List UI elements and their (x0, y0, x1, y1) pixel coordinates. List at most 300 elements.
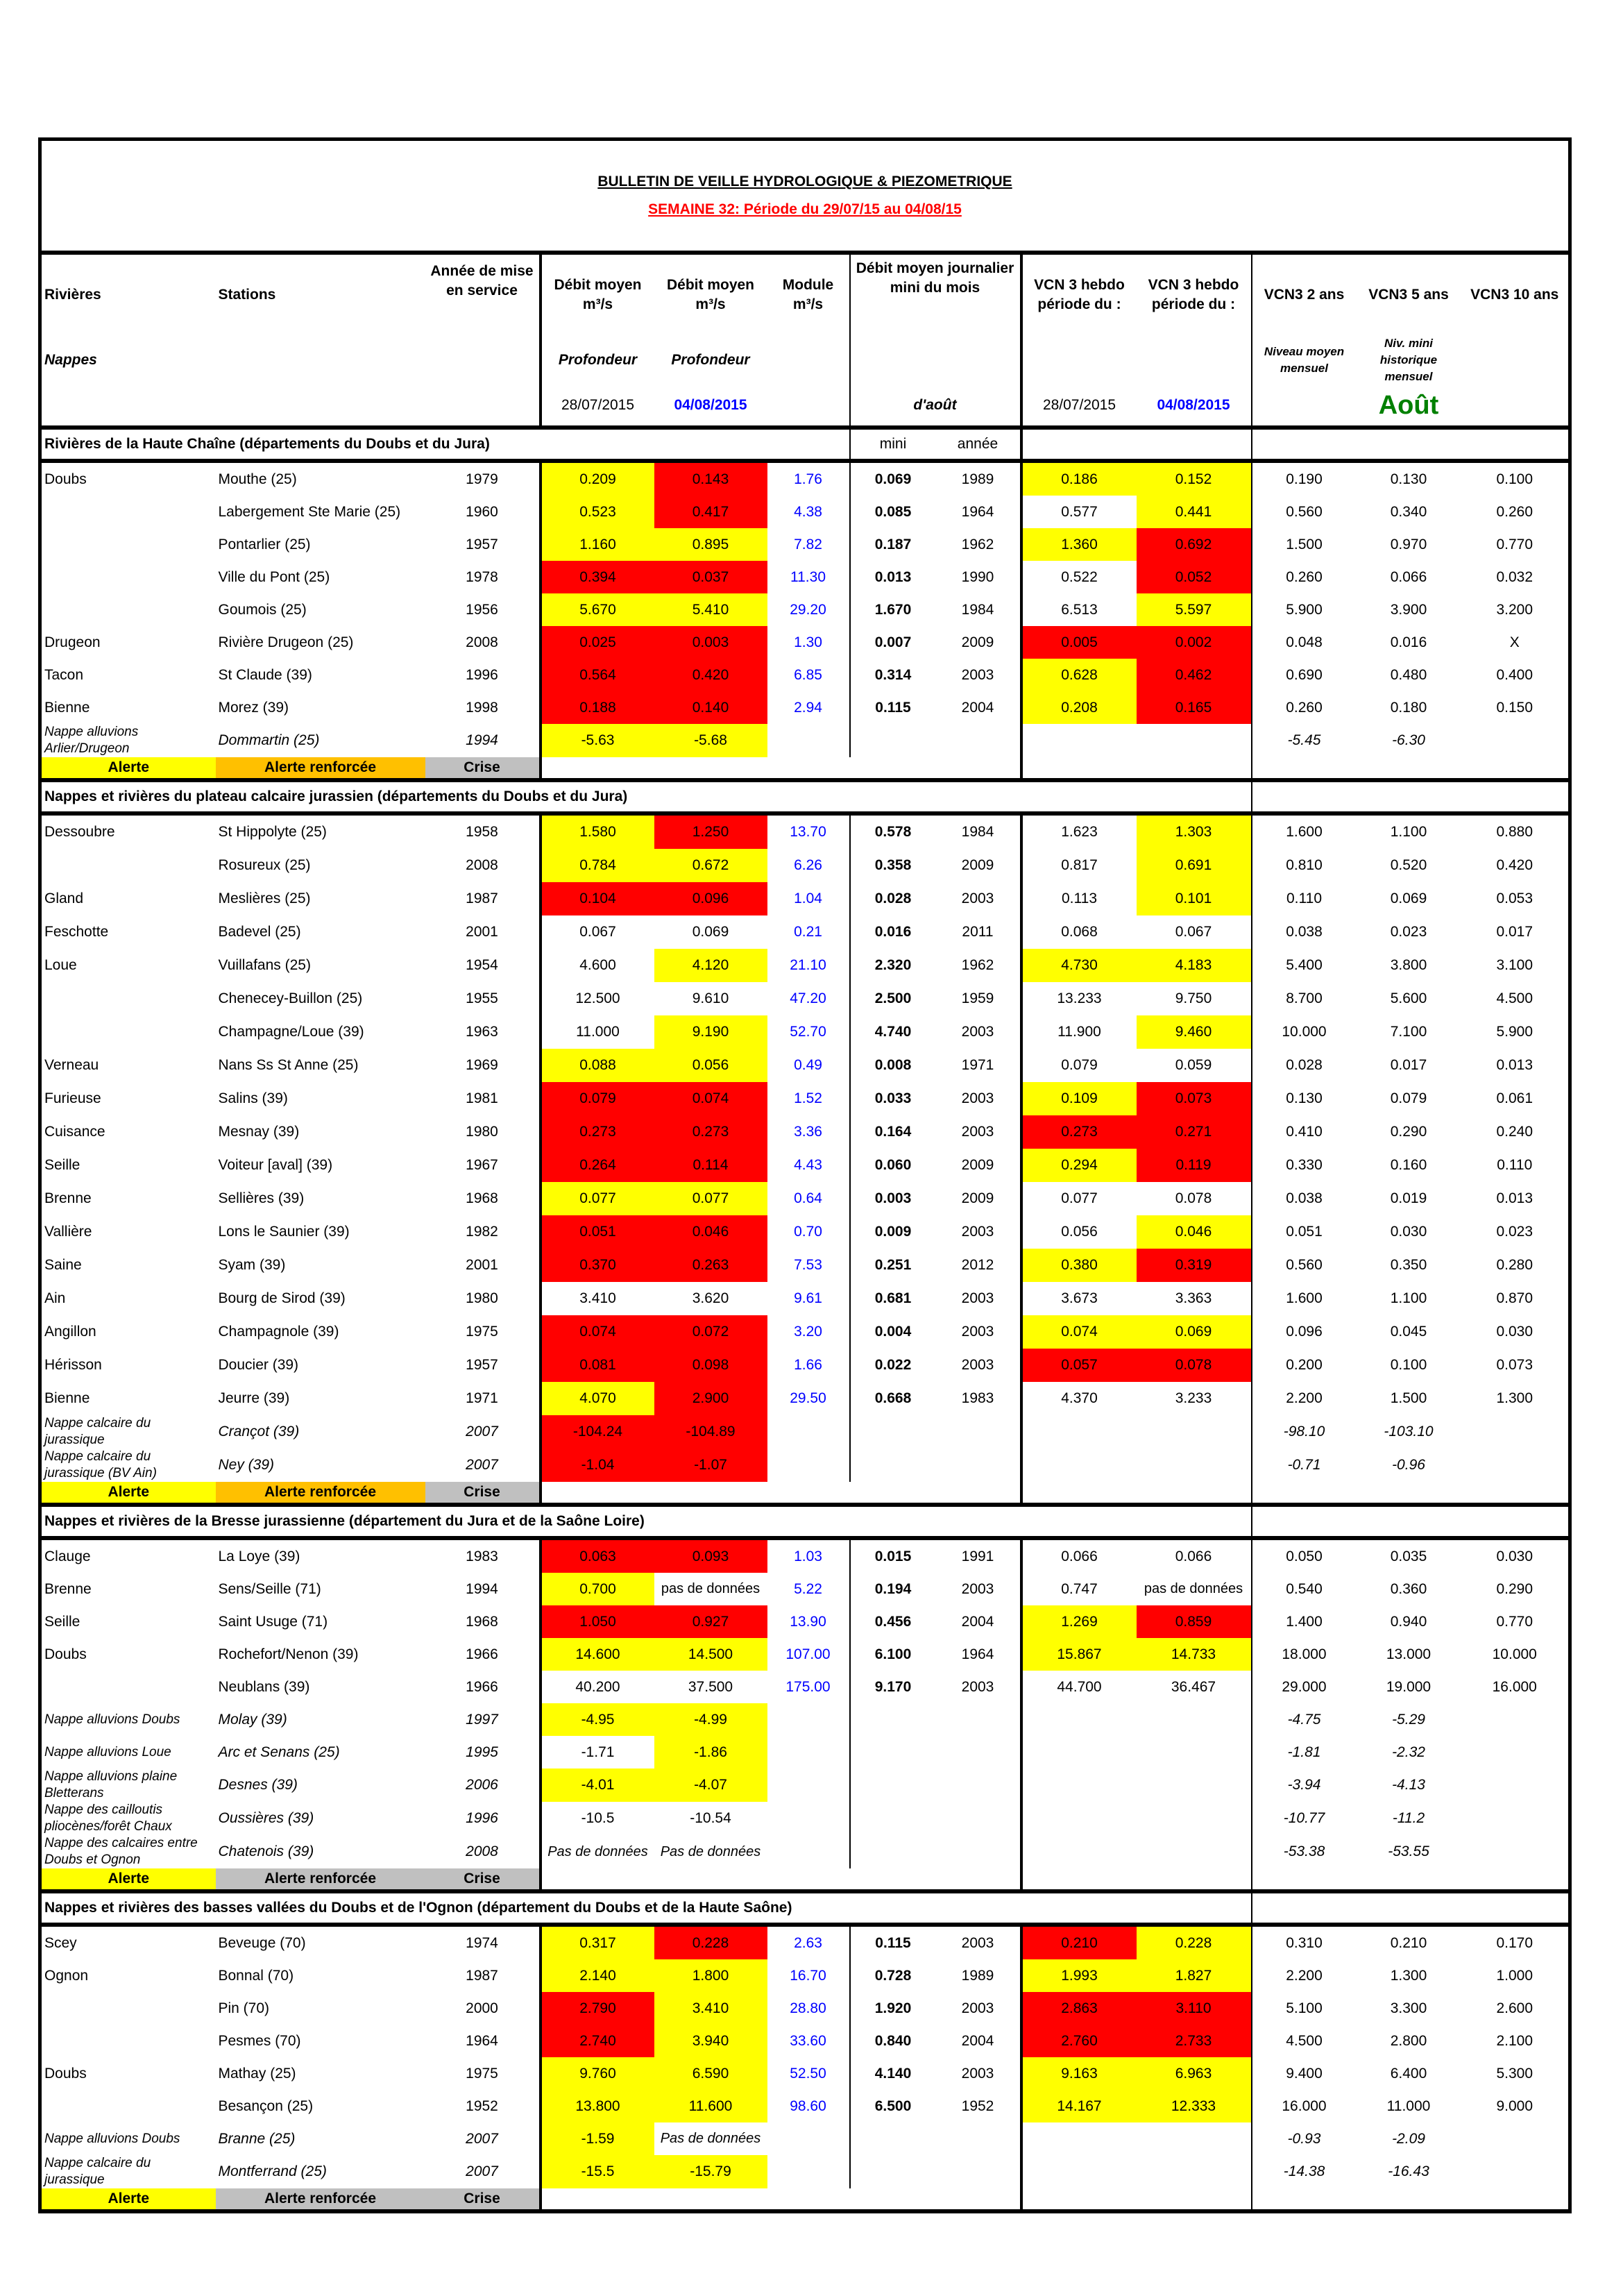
station-name: Besançon (25) (218, 2097, 314, 2114)
station-name: Desnes (39) (218, 1777, 298, 1793)
module-value: 0.49 (794, 1057, 822, 1073)
header-row-labels (40, 253, 1570, 335)
service-year: 2007 (466, 2130, 498, 2147)
debit-04-08: -104.89 (654, 1415, 767, 1449)
debit-04-08: 5.410 (654, 593, 767, 626)
empty-cell (1021, 1482, 1252, 1505)
debit-28-07: -5.63 (541, 724, 654, 757)
vcn3-2ans: 0.096 (1252, 1315, 1357, 1349)
river-name (40, 561, 216, 593)
debit-mini-year: 1962 (961, 536, 994, 552)
service-year: 1960 (466, 503, 498, 520)
module-value: 16.70 (790, 1967, 826, 1984)
vcn-04-08: 0.165 (1137, 691, 1252, 724)
module-value: 1.52 (794, 1090, 822, 1106)
debit-mini-year (936, 2155, 1021, 2188)
service-year: 1968 (466, 1190, 498, 1206)
debit-mini-year: 2009 (961, 1190, 994, 1206)
module-value: 0.70 (794, 1224, 822, 1240)
service-year: 1952 (466, 2097, 498, 2114)
vcn-28-07: 0.210 (1021, 1925, 1137, 1959)
vcn-28-07: 0.057 (1021, 1349, 1137, 1382)
debit-mini-year (936, 1703, 1021, 1736)
river-name: Nappe calcaire du jurassique (44, 2156, 151, 2187)
vcn-04-08: 0.228 (1137, 1925, 1252, 1959)
legend-alerte: Alerte (40, 1482, 216, 1505)
river-row (40, 1605, 1570, 1638)
debit-28-07: 0.273 (541, 1115, 654, 1149)
river-name: Nappe alluvions plaine Bletterans (44, 1769, 178, 1800)
river-row (40, 1538, 1570, 1573)
debit-28-07: 0.074 (541, 1315, 654, 1349)
station-name: Beveuge (70) (218, 1934, 306, 1951)
vcn3-2ans: -10.77 (1252, 1802, 1357, 1835)
vcn-28-07 (1021, 1415, 1137, 1449)
vcn-28-07: 1.269 (1021, 1605, 1137, 1638)
header-row-nappes (40, 335, 1570, 385)
debit-mini-value: 0.314 (850, 659, 936, 691)
debit-mini-year: 1989 (961, 1967, 994, 1984)
vcn-28-07 (1021, 1769, 1137, 1802)
vcn3-2ans: 0.200 (1252, 1349, 1357, 1382)
debit-mini-value: 0.668 (850, 1382, 936, 1415)
vcn-28-07: 3.673 (1021, 1282, 1137, 1315)
module-value: 1.76 (794, 471, 822, 487)
debit-mini-value: 0.085 (850, 496, 936, 528)
station-name: St Hippolyte (25) (218, 824, 327, 840)
vcn-04-08 (1137, 2122, 1252, 2155)
vcn3-10ans: 0.400 (1496, 666, 1533, 683)
river-row (40, 659, 1570, 691)
header-rivieres: Rivières (44, 287, 101, 303)
vcn-28-07 (1021, 1703, 1137, 1736)
module-value: 6.26 (794, 857, 822, 873)
debit-mini-value: 0.840 (850, 2025, 936, 2057)
debit-04-08: -10.54 (690, 1810, 731, 1826)
river-row (40, 915, 1570, 949)
debit-28-07: 4.600 (541, 949, 654, 982)
empty-cell (1252, 1868, 1570, 1891)
debit-mini-year: 1983 (961, 1390, 994, 1406)
section-title-row (40, 428, 1570, 461)
vcn3-5ans: 0.016 (1390, 634, 1427, 650)
vcn-28-07: 6.513 (1021, 593, 1137, 626)
service-year: 2008 (466, 1843, 498, 1859)
debit-mini-year (936, 1736, 1021, 1769)
vcn3-5ans: 1.300 (1390, 1967, 1427, 1984)
vcn-04-08 (1137, 1736, 1252, 1769)
service-year: 1987 (466, 1967, 498, 1984)
empty-cell (1252, 780, 1570, 813)
debit-04-08: 0.098 (654, 1349, 767, 1382)
module-value: 21.10 (790, 957, 826, 973)
vcn3-5ans: 0.350 (1390, 1257, 1427, 1273)
vcn-04-08: 2.733 (1137, 2025, 1252, 2057)
service-year: 1997 (466, 1711, 498, 1728)
service-year: 2007 (466, 2163, 498, 2179)
vcn-28-07: 0.066 (1021, 1538, 1137, 1573)
empty-cell (1252, 1505, 1570, 1538)
station-name: Badevel (25) (218, 924, 301, 940)
vcn3-5ans: 3.300 (1390, 2000, 1427, 2016)
river-name: Seille (44, 1157, 80, 1173)
service-year: 1967 (466, 1157, 498, 1173)
header-profondeur-1: Profondeur (541, 335, 654, 385)
debit-mini-value (850, 1769, 936, 1802)
vcn-04-08: 3.363 (1175, 1290, 1212, 1306)
debit-28-07: -15.5 (541, 2155, 654, 2188)
vcn3-2ans: -3.94 (1252, 1769, 1357, 1802)
vcn3-2ans: 5.100 (1252, 1992, 1357, 2025)
debit-mini-year: 2003 (961, 890, 994, 906)
debit-mini-value: 0.022 (850, 1349, 936, 1382)
header-mois: d'août (850, 385, 1021, 428)
vcn-04-08: 9.460 (1137, 1015, 1252, 1049)
vcn3-10ans (1461, 1802, 1570, 1835)
vcn3-10ans: 3.100 (1496, 957, 1533, 973)
river-row (40, 982, 1570, 1015)
module-value: 1.30 (794, 634, 822, 650)
section-title-row (40, 1891, 1570, 1925)
vcn-04-08: 3.233 (1175, 1390, 1212, 1406)
station-name: Crançot (39) (218, 1424, 300, 1440)
vcn3-10ans (1461, 1835, 1570, 1868)
vcn-28-07: 0.074 (1021, 1315, 1137, 1349)
vcn3-2ans: 1.600 (1252, 1282, 1357, 1315)
debit-mini-year: 1990 (961, 568, 994, 585)
module-value (767, 1769, 850, 1802)
module-value: 7.53 (794, 1257, 822, 1273)
debit-28-07: 0.063 (541, 1538, 654, 1573)
vcn3-2ans: 16.000 (1252, 2090, 1357, 2122)
vcn3-5ans: 0.045 (1390, 1324, 1427, 1340)
vcn-04-08: 0.069 (1137, 1315, 1252, 1349)
header-debit-2: Débit moyen m³/s (666, 277, 755, 312)
service-year: 2001 (466, 1257, 498, 1273)
debit-28-07: 11.000 (541, 1015, 654, 1049)
river-name: Nappe calcaire du jurassique (BV Ain) (44, 1449, 157, 1480)
vcn3-5ans: 0.069 (1390, 890, 1427, 906)
debit-mini-value: 9.170 (850, 1671, 936, 1703)
river-name: Brenne (44, 1580, 92, 1597)
vcn-04-08: 36.467 (1171, 1678, 1216, 1695)
vcn3-2ans: 0.051 (1252, 1215, 1357, 1249)
station-name: Lons le Saunier (39) (218, 1224, 350, 1240)
river-row (40, 1049, 1570, 1082)
vcn-28-07: 1.993 (1021, 1959, 1137, 1992)
station-name: Neublans (39) (218, 1678, 310, 1695)
vcn3-5ans: -4.13 (1392, 1777, 1425, 1793)
debit-mini-year: 2003 (961, 2065, 994, 2082)
vcn-28-07 (1021, 2122, 1137, 2155)
vcn3-5ans: 0.066 (1390, 568, 1427, 585)
empty-cell (541, 1868, 1021, 1891)
vcn3-10ans: 0.240 (1496, 1124, 1533, 1140)
vcn3-5ans: 0.210 (1390, 1934, 1427, 1951)
debit-mini-value (850, 724, 936, 757)
debit-04-08: 0.417 (654, 496, 767, 528)
debit-mini-value: 0.007 (850, 626, 936, 659)
header-date-1: 28/07/2015 (541, 385, 654, 428)
station-name: Saint Usuge (71) (218, 1613, 328, 1630)
river-row (40, 593, 1570, 626)
station-name: Mouthe (25) (218, 471, 297, 487)
vcn-28-07: 0.294 (1021, 1149, 1137, 1182)
debit-mini-value: 6.500 (850, 2090, 936, 2122)
debit-04-08: 14.500 (654, 1638, 767, 1671)
debit-04-08: 0.003 (654, 626, 767, 659)
vcn3-2ans: -14.38 (1252, 2155, 1357, 2188)
river-name: Feschotte (44, 924, 109, 940)
debit-mini-year: 2009 (961, 634, 994, 650)
vcn3-5ans: -2.32 (1392, 1744, 1425, 1760)
vcn3-5ans: -103.10 (1384, 1424, 1434, 1440)
vcn3-10ans: 0.061 (1496, 1090, 1533, 1106)
service-year: 1994 (466, 732, 498, 748)
vcn3-10ans: 1.300 (1496, 1390, 1533, 1406)
vcn-04-08: 0.046 (1137, 1215, 1252, 1249)
debit-28-07: -4.95 (541, 1703, 654, 1736)
river-row (40, 1182, 1570, 1215)
debit-04-08: -5.68 (654, 724, 767, 757)
vcn3-5ans: 0.100 (1390, 1357, 1427, 1373)
service-year: 1974 (466, 1934, 498, 1951)
vcn3-10ans (1461, 1769, 1570, 1802)
vcn3-5ans: 0.030 (1390, 1224, 1427, 1240)
vcn3-5ans: 0.290 (1390, 1124, 1427, 1140)
vcn-04-08: 0.119 (1137, 1149, 1252, 1182)
vcn-04-08: pas de données (1144, 1581, 1243, 1596)
debit-28-07: 0.077 (541, 1182, 654, 1215)
river-name (40, 593, 216, 626)
vcn3-2ans: 0.130 (1252, 1082, 1357, 1115)
vcn3-2ans: 2.200 (1252, 1382, 1357, 1415)
header-aout: Août (1357, 385, 1461, 428)
service-year: 1954 (466, 957, 498, 973)
module-value: 0.21 (794, 924, 822, 940)
debit-28-07: 3.410 (541, 1282, 654, 1315)
vcn-28-07: 44.700 (1021, 1671, 1137, 1703)
debit-04-08: -4.99 (654, 1703, 767, 1736)
debit-28-07: 40.200 (541, 1671, 654, 1703)
debit-04-08: -1.07 (654, 1449, 767, 1482)
vcn-28-07: 13.233 (1021, 982, 1137, 1015)
legend-crise: Crise (425, 1482, 541, 1505)
vcn3-10ans: 3.200 (1496, 601, 1533, 618)
vcn3-10ans: 1.000 (1496, 1967, 1533, 1984)
debit-mini-year (936, 724, 1021, 757)
debit-28-07: 5.670 (541, 593, 654, 626)
legend-alerte: Alerte (40, 2188, 216, 2211)
vcn-04-08: 0.271 (1137, 1115, 1252, 1149)
river-name: Clauge (44, 1548, 91, 1564)
empty-cell (1021, 428, 1252, 461)
debit-04-08: 0.143 (654, 461, 767, 496)
module-value: 4.38 (794, 503, 822, 520)
station-name: Goumois (25) (218, 601, 307, 618)
header-nappes: Nappes (44, 352, 97, 368)
debit-04-08: 0.096 (654, 882, 767, 915)
debit-mini-value: 0.004 (850, 1315, 936, 1349)
vcn3-5ans: 1.100 (1390, 1290, 1427, 1306)
debit-28-07: 0.784 (541, 849, 654, 882)
debit-04-08: 0.093 (654, 1538, 767, 1573)
vcn3-5ans: 0.970 (1390, 536, 1427, 552)
module-value: 0.64 (794, 1190, 822, 1206)
station-name: Champagnole (39) (218, 1324, 339, 1340)
vcn-04-08: 0.692 (1137, 528, 1252, 561)
vcn3-5ans: 1.100 (1390, 824, 1427, 840)
debit-04-08: 0.927 (654, 1605, 767, 1638)
station-name: Labergement Ste Marie (25) (218, 503, 401, 520)
vcn3-5ans: 0.023 (1390, 924, 1427, 940)
river-row (40, 691, 1570, 724)
river-row (40, 496, 1570, 528)
section-title-row (40, 780, 1570, 813)
vcn-28-07: 2.863 (1021, 1992, 1137, 2025)
vcn3-2ans: 0.260 (1252, 691, 1357, 724)
vcn3-10ans: 0.030 (1496, 1548, 1533, 1564)
vcn3-2ans: 0.310 (1252, 1925, 1357, 1959)
station-name: Dommartin (25) (218, 732, 320, 748)
debit-mini-year: 2003 (961, 1324, 994, 1340)
river-row (40, 626, 1570, 659)
module-value (767, 724, 850, 757)
vcn-28-07: 11.900 (1021, 1015, 1137, 1049)
river-row (40, 1249, 1570, 1282)
station-name: Pontarlier (25) (218, 536, 311, 552)
vcn3-2ans: 8.700 (1252, 982, 1357, 1015)
module-value: 7.82 (794, 536, 822, 552)
river-name (40, 849, 216, 882)
vcn-04-08: 0.441 (1137, 496, 1252, 528)
station-name: Molay (39) (218, 1711, 287, 1728)
vcn3-2ans: 0.110 (1252, 882, 1357, 915)
vcn-04-08: 0.691 (1137, 849, 1252, 882)
service-year: 1996 (466, 666, 498, 683)
debit-mini-year: 2003 (961, 1090, 994, 1106)
service-year: 2008 (466, 857, 498, 873)
river-name: Doubs (44, 2065, 87, 2082)
river-row (40, 1671, 1570, 1703)
nappe-row (40, 1769, 1570, 1802)
station-name: Rivière Drugeon (25) (218, 634, 354, 650)
vcn-04-08: 0.078 (1175, 1190, 1212, 1206)
service-year: 1983 (466, 1548, 498, 1564)
module-value: 2.63 (794, 1934, 822, 1951)
header-debit-mini: Débit moyen journalier mini du mois (850, 253, 1021, 335)
vcn-04-08: 0.059 (1175, 1057, 1212, 1073)
vcn-28-07: 1.623 (1021, 813, 1137, 849)
service-year: 2001 (466, 924, 498, 940)
debit-28-07: 1.050 (541, 1605, 654, 1638)
subheader-mini: mini (850, 428, 936, 461)
vcn3-10ans (1461, 1449, 1570, 1482)
vcn3-2ans: -0.71 (1252, 1449, 1357, 1482)
river-name (40, 1015, 216, 1049)
vcn3-5ans: 0.160 (1390, 1157, 1427, 1173)
station-name: Ney (39) (218, 1457, 275, 1473)
header-niv-mini: Niv. mini historique mensuel (1379, 337, 1438, 383)
nappe-row (40, 724, 1570, 757)
module-value: 52.70 (790, 1024, 826, 1040)
vcn3-10ans: 0.420 (1496, 857, 1533, 873)
station-name: Salins (39) (218, 1090, 288, 1106)
debit-28-07: -10.5 (541, 1802, 654, 1835)
debit-mini-value: 0.009 (850, 1215, 936, 1249)
service-year: 1966 (466, 1678, 498, 1695)
station-name: Doucier (39) (218, 1357, 299, 1373)
service-year: 1956 (466, 601, 498, 618)
debit-mini-value (850, 1415, 936, 1449)
module-value: 2.94 (794, 699, 822, 716)
vcn3-2ans: 29.000 (1252, 1671, 1357, 1703)
debit-28-07: 1.580 (541, 813, 654, 849)
vcn3-10ans (1461, 1703, 1570, 1736)
river-row (40, 949, 1570, 982)
vcn3-5ans: 0.035 (1390, 1548, 1427, 1564)
nappe-row (40, 1736, 1570, 1769)
vcn3-10ans: 4.500 (1496, 990, 1533, 1006)
vcn3-10ans: 0.770 (1496, 536, 1533, 552)
station-name: Sellières (39) (218, 1190, 305, 1206)
river-row (40, 561, 1570, 593)
station-name: Morez (39) (218, 699, 289, 716)
debit-28-07: -1.59 (541, 2122, 654, 2155)
vcn3-2ans: 0.810 (1252, 849, 1357, 882)
debit-04-08: 11.600 (654, 2090, 767, 2122)
river-row (40, 1215, 1570, 1249)
vcn3-2ans: 5.400 (1252, 949, 1357, 982)
service-year: 1971 (466, 1390, 498, 1406)
vcn-04-08: 0.101 (1137, 882, 1252, 915)
module-value (767, 1736, 850, 1769)
vcn3-10ans: 2.100 (1496, 2032, 1533, 2049)
vcn3-5ans: 0.360 (1390, 1580, 1427, 1597)
station-name: Nans Ss St Anne (25) (218, 1057, 359, 1073)
vcn-28-07 (1021, 1449, 1137, 1482)
debit-04-08: 0.273 (654, 1115, 767, 1149)
legend-alerte-renforcee: Alerte renforcée (216, 757, 425, 780)
vcn-04-08 (1137, 1835, 1252, 1868)
vcn-04-08: 5.597 (1137, 593, 1252, 626)
debit-mini-year: 2009 (961, 1157, 994, 1173)
debit-28-07: 0.079 (541, 1082, 654, 1115)
debit-mini-value (850, 1449, 936, 1482)
debit-28-07: 0.081 (541, 1349, 654, 1382)
vcn-28-07: 0.522 (1021, 561, 1137, 593)
vcn-04-08 (1137, 1802, 1252, 1835)
river-name: Cuisance (44, 1124, 105, 1140)
debit-04-08: -1.86 (654, 1736, 767, 1769)
vcn-04-08 (1137, 724, 1252, 757)
header-vcn-date-1: 28/07/2015 (1021, 385, 1137, 428)
vcn3-2ans: 1.400 (1252, 1605, 1357, 1638)
debit-mini-year: 2004 (961, 2032, 994, 2049)
header-row-dates (40, 385, 1570, 428)
debit-mini-value: 0.069 (850, 461, 936, 496)
debit-mini-value: 0.008 (850, 1049, 936, 1082)
vcn3-10ans: X (1509, 634, 1520, 650)
river-name: Nappe calcaire du jurassique (44, 1416, 151, 1447)
header-stations: Stations (218, 287, 276, 303)
debit-04-08: 9.610 (692, 990, 729, 1006)
debit-mini-value (850, 1703, 936, 1736)
vcn3-5ans: 0.079 (1390, 1090, 1427, 1106)
debit-mini-value: 4.140 (850, 2057, 936, 2090)
legend-alerte: Alerte (40, 1868, 216, 1891)
vcn3-5ans: 0.940 (1390, 1613, 1427, 1630)
